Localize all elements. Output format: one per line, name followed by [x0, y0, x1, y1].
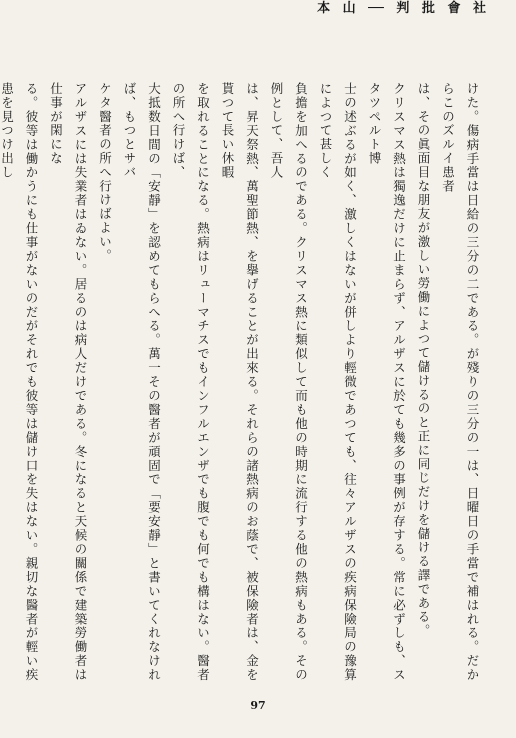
running-head-part: 批 [421, 1, 435, 16]
page-number: 97 [250, 699, 266, 712]
text-column: クリスマス熱は獨逸だけに止まらず、アルザスに於ても幾多の事例が存する。常に必ずしも、スタツペルト博 [367, 82, 407, 682]
text-column: けた。傷病手當は日給の三分の二である。が殘りの三分の一は、日曜日の手當で補はれる。だからこのズルイ患者 [440, 82, 480, 682]
body-text [0, 82, 484, 682]
text-column: アルザスには失業者はゐない。居るのは病人だけである。冬になると天候の關係で建築勞働者は仕事が閑にな [48, 82, 88, 682]
text-column: 大抵数日間の「安靜」を認めてもらへる。萬一その醫者が頑固で「要安靜」と書いてくれなければ、もつとサバ [122, 82, 162, 682]
running-head-part: 本 [317, 1, 331, 16]
running-head-part: 判 [396, 1, 410, 16]
text-column: 負擔を加へるのである。クリスマス熱に類似して而も他の時期に流行する他の熱病もある。その例として、吾人 [269, 82, 309, 682]
text-column: ケタ醫者の所へ行けばよい。 [97, 82, 113, 263]
running-head [309, 2, 486, 15]
text-column: は、その眞面目な朋友が激しい勞働によつて儲けるのと正に同じだけを儲ける譯である。 [416, 82, 431, 638]
running-head-part: ── [368, 1, 384, 16]
running-head-part: 會 [447, 1, 461, 16]
text-column: 士の述ぶるが如く、激しくはないが併しより輕微であつても、往々アルザスの疾病保險局の豫算によつて甚しく [318, 82, 358, 682]
text-column: る。彼等は働かうにも仕事がないのだがそれでも彼等は儲け口を失はない。親切な醫者が輕い疾患を見つけ出し [0, 82, 39, 682]
running-head-part: 社 [472, 1, 486, 16]
text-column: を取れることになる。熱病はリューマチスでもインフルエンザでも腹でも何でも構はない。醫者の所へ行けば、 [171, 82, 211, 682]
text-column: は、昇天祭熱、萬聖節熱、を擧げることが出來る。それらの諸熱病のお蔭で、被保險者は、金を貰つて長い休暇 [220, 82, 260, 682]
running-head-part: 山 [342, 1, 356, 16]
